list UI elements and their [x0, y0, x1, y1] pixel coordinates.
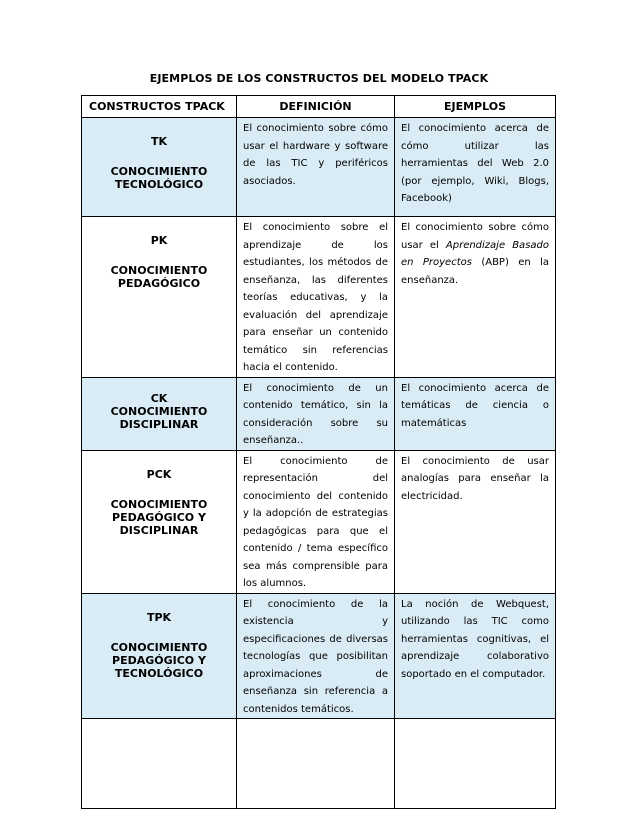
table-row-tpk: [82, 593, 556, 719]
example-cell: [395, 217, 556, 378]
document-title: EJEMPLOS DE LOS CONSTRUCTOS DEL MODELO TPACK: [149, 72, 489, 85]
table-row-pck: [82, 450, 556, 593]
construct-name-line: PEDAGÓGICO Y: [112, 510, 206, 524]
example-cell: La noción de Webquest, utilizando las TIC como herramientas cognitivas, el aprendizaje colaborativo soportado en el computador.: [395, 593, 556, 719]
header-definition: DEFINICIÓN: [237, 96, 395, 118]
table-row-empty: [82, 719, 556, 809]
empty-cell: [395, 719, 556, 809]
example-cell: El conocimiento acerca de temáticas de ciencia o matemáticas: [395, 377, 556, 450]
table-row-ck: [82, 377, 556, 450]
construct-name-line: DISCIPLINAR: [119, 417, 199, 431]
empty-cell: [82, 719, 237, 809]
definition-cell: El conocimiento de un contenido temático, sin la consideración sobre su enseñanza..: [237, 377, 395, 450]
construct-cell: [82, 450, 237, 593]
tpack-table: [81, 95, 556, 809]
construct-name-line: CONOCIMIENTO: [110, 165, 208, 178]
construct-abbr: PK: [150, 234, 168, 247]
example-text: El conocimiento sobre cómo usar el: [401, 222, 549, 251]
construct-name-line: PEDAGÓGICO Y: [112, 653, 206, 667]
construct-name-line: CONOCIMIENTO: [110, 497, 208, 511]
definition-cell: El conocimiento sobre el aprendizaje de los estudiantes, los métodos de enseñanza, las diferentes teorías educativas, y la evaluación del aprendizaje para enseñar un contenido temático sin referencias hacia el contenido.: [237, 217, 395, 378]
example-cell: El conocimiento acerca de cómo utilizar las herramientas del Web 2.0 (por ejemplo, Wiki, Blogs, Facebook): [395, 118, 556, 217]
construct-abbr: CK: [150, 391, 168, 405]
construct-abbr: PCK: [146, 467, 172, 481]
construct-cell: [82, 217, 237, 378]
construct-name-line: CONOCIMIENTO: [110, 640, 208, 654]
definition-cell: El conocimiento sobre cómo usar el hardware y software de las TIC y periféricos asociados.: [237, 118, 395, 217]
construct-name-line: TECNOLÓGICO: [114, 666, 204, 680]
construct-name-line: CONOCIMIENTO: [110, 264, 208, 277]
empty-cell: [237, 719, 395, 809]
construct-abbr: TK: [150, 135, 168, 148]
construct-name-line: PEDAGÓGICO: [117, 277, 201, 290]
table-row-tk: [82, 118, 556, 217]
example-emphasis: Aprendizaje Basado en Proyectos: [401, 239, 549, 268]
construct-name-line: DISCIPLINAR: [119, 523, 199, 537]
construct-name-line: CONOCIMIENTO: [110, 404, 208, 418]
construct-cell: [82, 377, 237, 450]
construct-cell: [82, 593, 237, 719]
construct-abbr: TPK: [146, 610, 172, 624]
table-header-row: [82, 96, 556, 118]
table-row-pk: [82, 217, 556, 378]
construct-cell: [82, 118, 237, 217]
construct-name-line: TECNOLÓGICO: [114, 178, 204, 191]
example-text: (ABP) en la enseñanza.: [401, 257, 550, 286]
example-cell: El conocimiento de usar analogías para enseñar la electricidad.: [395, 450, 556, 593]
header-examples: EJEMPLOS: [395, 96, 556, 118]
definition-cell: El conocimiento de la existencia y especificaciones de diversas tecnologías que posibilitan aproximaciones de enseñanza sin referencia a contenidos temáticos.: [237, 593, 395, 719]
header-constructs: CONSTRUCTOS TPACK: [82, 96, 237, 118]
definition-cell: El conocimiento de representación del conocimiento del contenido y la adopción de estrategias pedagógicas para que el contenido / tema específico sea más comprensible para los alumnos.: [237, 450, 395, 593]
